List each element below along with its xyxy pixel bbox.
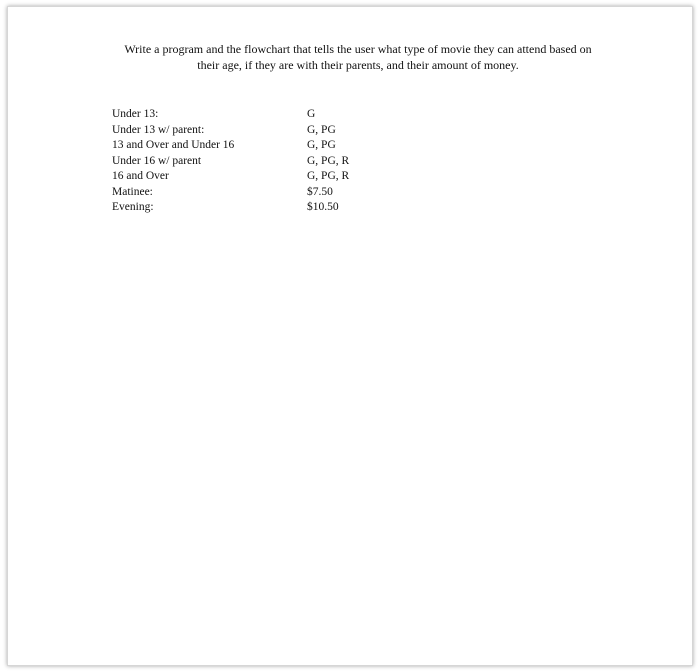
row-label: 13 and Over and Under 16	[112, 139, 235, 151]
row-label: Under 13 w/ parent:	[112, 123, 205, 136]
table-row	[112, 123, 397, 139]
table-row	[112, 200, 397, 216]
row-label: 16 and Over	[112, 170, 169, 182]
document-page	[7, 6, 693, 666]
row-value: G, PG	[307, 139, 336, 151]
assignment-prompt	[88, 41, 628, 73]
row-label: Under 13:	[112, 108, 159, 120]
row-value: G, PG	[307, 123, 336, 136]
prompt-line-2: their age, if they are with their parents, and their amount of money.	[197, 58, 519, 72]
table-row	[112, 185, 397, 201]
row-value: $7.50	[307, 185, 333, 198]
row-value: G	[307, 108, 316, 120]
row-label: Under 16 w/ parent	[112, 154, 202, 167]
table-row	[112, 169, 397, 185]
row-label: Matinee:	[112, 185, 153, 198]
table-row	[112, 107, 397, 123]
prompt-line-1: Write a program and the flowchart that tells the user what type of movie they can attend based on	[124, 42, 592, 56]
table-row	[112, 138, 397, 154]
row-value: G, PG, R	[307, 154, 350, 167]
table-row	[112, 154, 397, 170]
rating-and-price-table	[112, 107, 397, 216]
row-label: Evening:	[112, 201, 154, 213]
row-value: $10.50	[307, 201, 339, 213]
row-value: G, PG, R	[307, 170, 350, 182]
